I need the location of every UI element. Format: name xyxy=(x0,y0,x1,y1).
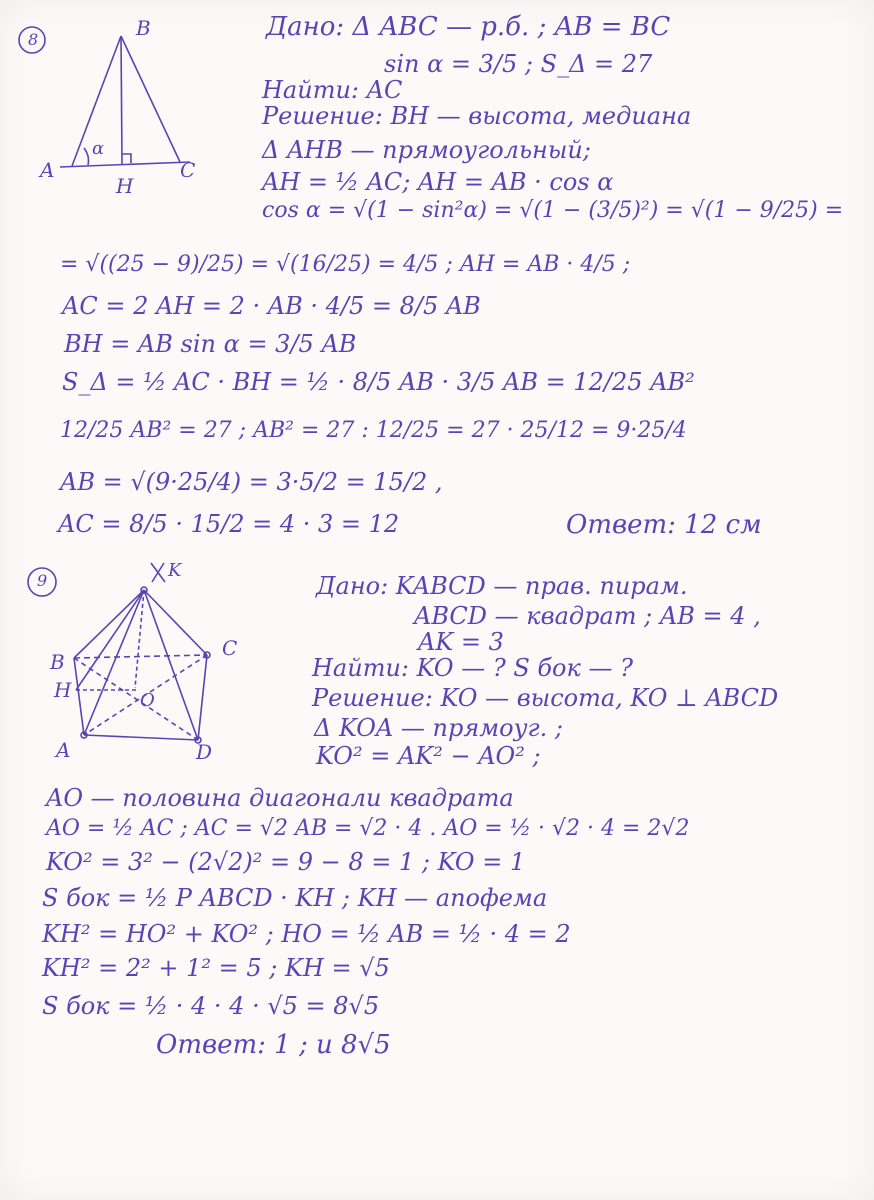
p8-sol6: AC = 2 AH = 2 · AB · 4/5 = 8/5 AB xyxy=(62,292,481,320)
p8-answer: Ответ: 12 см xyxy=(566,510,762,540)
label-b9: B xyxy=(50,650,65,674)
p8-sol10: AB = √(9·25/4) = 3·5/2 = 15/2 , xyxy=(60,468,443,496)
label-a9: A xyxy=(56,738,71,762)
label-h9: H xyxy=(54,678,72,702)
p8-given-line2: sin α = 3/5 ; S_Δ = 27 xyxy=(384,50,653,78)
label-d9: D xyxy=(196,740,213,764)
label-b: B xyxy=(136,16,151,40)
p8-sol11: AC = 8/5 · 15/2 = 4 · 3 = 12 xyxy=(58,510,400,538)
pyramid-kabcd xyxy=(74,560,210,743)
p9-sol5: AO = ½ AC ; AC = √2 AB = √2 · 4 . AO = ½ · √2 · 4 = 2√2 xyxy=(46,816,690,841)
p9-sol8: KH² = HO² + KO² ; HO = ½ AB = ½ · 4 = 2 xyxy=(42,920,571,948)
p9-sol4: AO — половина диагонали квадрата xyxy=(46,784,514,812)
p9-find: Найти: KO — ? S бок — ? xyxy=(312,654,633,682)
label-c9: C xyxy=(222,636,238,660)
p8-sol9: 12/25 AB² = 27 ; AB² = 27 : 12/25 = 27 · 25/12 = 9·25/4 xyxy=(60,418,687,443)
p9-given2: ABCD — квадрат ; AB = 4 , xyxy=(414,602,761,630)
p9-sol6: KO² = 3² − (2√2)² = 9 − 8 = 1 ; KO = 1 xyxy=(46,848,526,876)
p9-given1: Дано: KABCD — прав. пирам. xyxy=(316,572,688,600)
triangle-abc xyxy=(60,36,190,167)
problem-8-number: 8 xyxy=(28,30,39,49)
p9-sol2: Δ KOA — прямоуг. ; xyxy=(314,714,563,742)
p9-sol7: S бок = ½ P ABCD · KH ; KH — апофема xyxy=(42,884,548,912)
label-h: H xyxy=(116,174,134,198)
label-alpha: α xyxy=(92,138,105,159)
p8-sol8: S_Δ = ½ AC · BH = ½ · 8/5 AB · 3/5 AB = 12/25 AB² xyxy=(62,368,695,396)
p8-sol3: AH = ½ AC; AH = AB · cos α xyxy=(262,168,614,196)
label-o: O xyxy=(140,690,155,711)
label-c: C xyxy=(180,158,196,182)
p9-given3: AK = 3 xyxy=(418,628,504,656)
label-k: K xyxy=(168,560,182,581)
p8-sol4: cos α = √(1 − sin²α) = √(1 − (3/5)²) = √(1 − 9/25) = xyxy=(262,198,844,223)
p8-sol2: Δ AHB — прямоугольный; xyxy=(262,136,591,164)
problem-9-number: 9 xyxy=(37,571,48,590)
p9-sol1: Решение: KO — высота, KO ⊥ ABCD xyxy=(312,684,779,712)
p9-sol3: KO² = AK² − AO² ; xyxy=(316,742,541,770)
p8-sol5: = √((25 − 9)/25) = √(16/25) = 4/5 ; AH = AB · 4/5 ; xyxy=(60,252,631,277)
p8-find: Найти: AC xyxy=(262,76,403,104)
p8-sol1: Решение: BH — высота, медиана xyxy=(262,102,692,130)
p9-sol10: S бок = ½ · 4 · 4 · √5 = 8√5 xyxy=(42,992,380,1020)
p8-sol7: BH = AB sin α = 3/5 AB xyxy=(64,330,357,358)
label-a: A xyxy=(40,158,55,182)
p8-given-line1: Дано: Δ ABC — р.б. ; AB = BC xyxy=(266,12,671,42)
p9-sol9: KH² = 2² + 1² = 5 ; KH = √5 xyxy=(42,954,390,982)
p9-answer: Ответ: 1 ; и 8√5 xyxy=(156,1030,391,1060)
